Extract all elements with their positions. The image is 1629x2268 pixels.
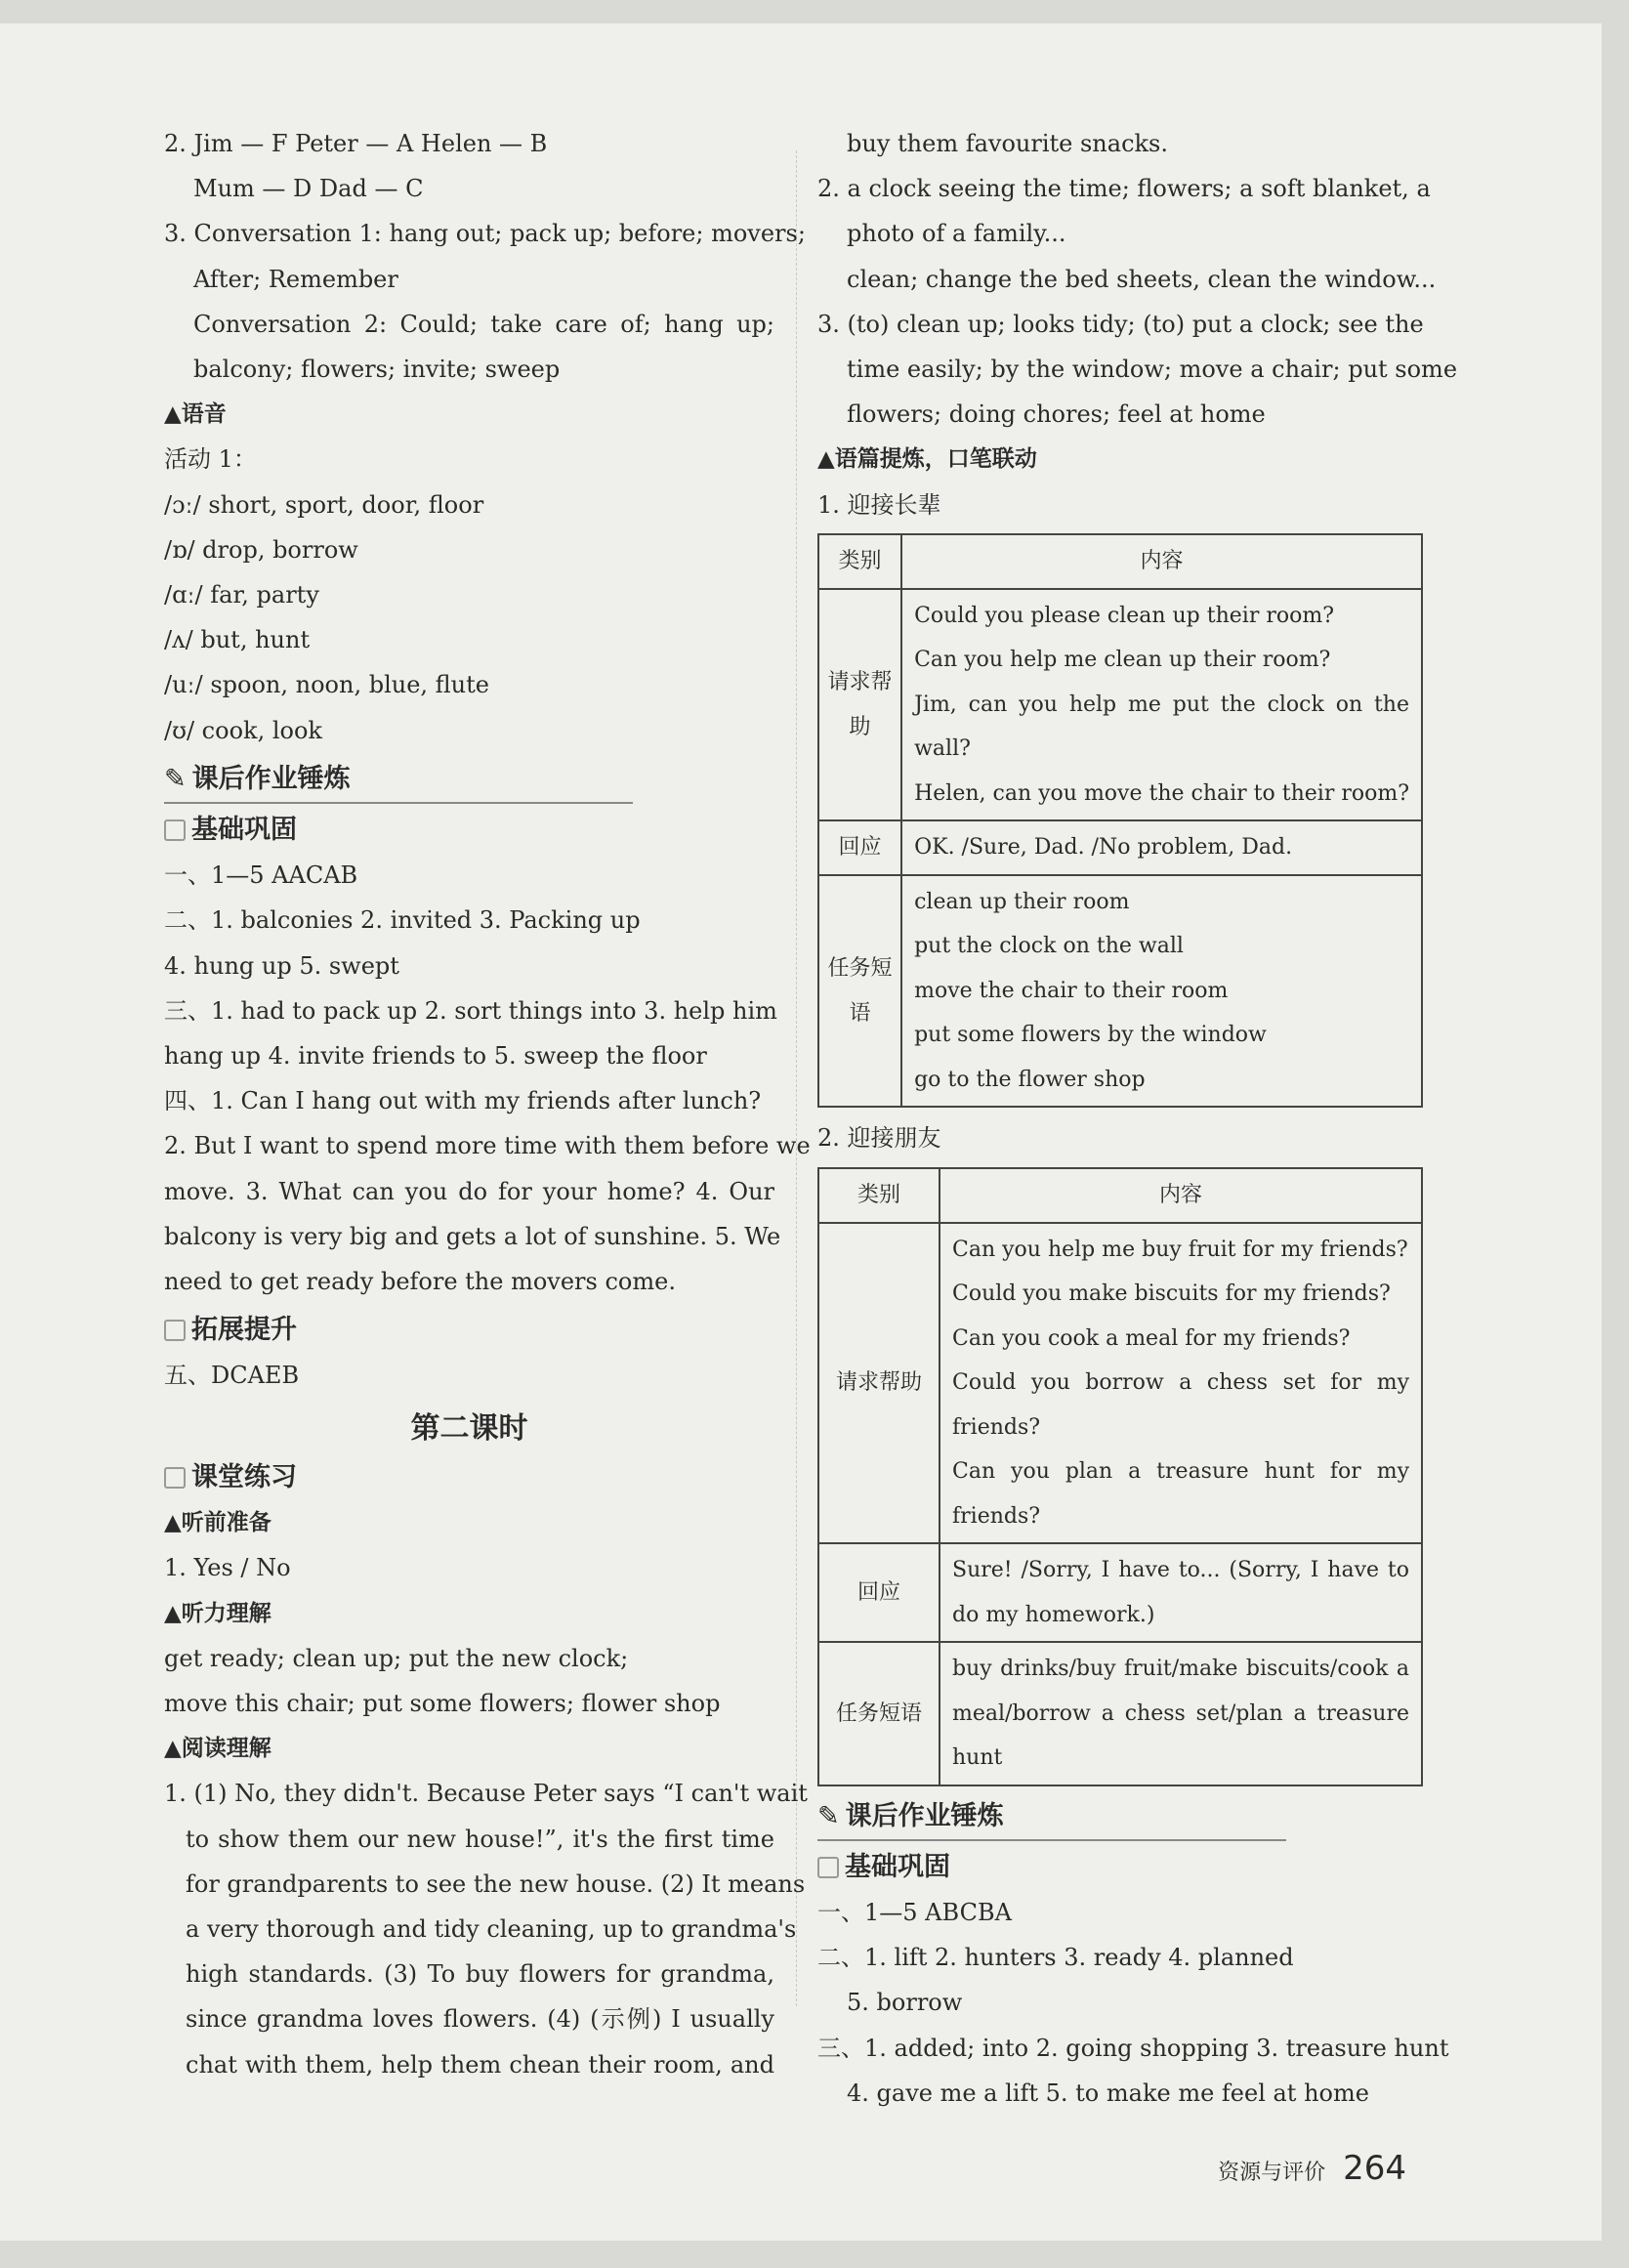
answer-line: move this chair; put some flowers; flower shop: [164, 1689, 721, 1717]
table-line: meal/borrow a chess set/plan a treasure: [952, 1701, 1409, 1726]
answer-line: 2. a clock seeing the time; flowers; a soft blanket, a: [817, 175, 1431, 203]
column-header: 类别: [818, 534, 901, 589]
box-icon: [164, 1467, 186, 1489]
answer-line: Mum — D Dad — C: [193, 175, 424, 203]
answer-line: high standards. (3) To buy flowers for grandma,: [186, 1960, 774, 1989]
answer-page: [0, 23, 1602, 2241]
table-line: Could you borrow a chess set for my: [952, 1370, 1409, 1396]
section-heading: ▲语音: [164, 401, 227, 428]
section-heading: ▲阅读理解: [164, 1736, 272, 1762]
class-practice-heading: 课堂练习: [164, 1455, 774, 1500]
table-line: friends?: [952, 1414, 1041, 1440]
category-cell: 任务短语: [818, 875, 901, 1108]
pencil-icon: ✎: [164, 763, 187, 794]
answer-line: 4. hung up 5. swept: [164, 951, 399, 980]
table-line: clean up their room: [914, 889, 1130, 914]
content-cell: [940, 1642, 1422, 1785]
answer-line: buy them favourite snacks.: [847, 130, 1168, 157]
content-cell: [940, 1223, 1422, 1544]
table-title: 2. 迎接朋友: [817, 1124, 941, 1153]
table-line: hunt: [952, 1745, 1003, 1771]
answer-line: flowers; doing chores; feel at home: [847, 400, 1266, 429]
page-footer: [1218, 2149, 1406, 2188]
answer-line: need to get ready before the movers come.: [164, 1268, 676, 1296]
box-icon: [817, 1857, 839, 1878]
left-column: [164, 121, 811, 2087]
category-cell: 请求帮助: [818, 1223, 940, 1544]
answer-line: get ready; clean up; put the new clock;: [164, 1644, 629, 1672]
answer-line: for grandparents to see the new house. (2) It means: [186, 1869, 806, 1898]
section-heading: ▲听前准备: [164, 1510, 272, 1536]
table-line: buy drinks/buy fruit/make biscuits/cook a: [952, 1657, 1409, 1682]
answer-line: clean; change the bed sheets, clean the window...: [847, 265, 1437, 293]
answer-line: time easily; by the window; move a chair; put some: [847, 356, 1458, 384]
answer-line: 一、1—5 ABCBA: [817, 1898, 1012, 1926]
table-line: put the clock on the wall: [914, 934, 1184, 959]
answer-line: 三、1. added; into 2. going shopping 3. treasure hunt: [817, 2034, 1449, 2062]
content-cell: [901, 589, 1422, 821]
answer-line: 1. (1) No, they didn't. Because Peter says “I can't wait: [164, 1780, 808, 1808]
answer-line: 3. (to) clean up; looks tidy; (to) put a clock; see the: [817, 310, 1424, 338]
table-line: friends?: [952, 1503, 1041, 1529]
extend-heading: 拓展提升: [164, 1308, 774, 1353]
table-line: Can you plan a treasure hunt for my: [952, 1459, 1409, 1485]
column-header: 内容: [901, 534, 1422, 589]
phonetic-line: /ɒ/ drop, borrow: [164, 535, 358, 564]
answer-line: 4. gave me a lift 5. to make me feel at home: [847, 2079, 1369, 2107]
column-divider: [796, 150, 797, 2006]
answer-line: to show them our new house!”, it's the first time: [186, 1825, 774, 1853]
elders-table: [817, 533, 1423, 1109]
section-heading: ▲语篇提炼，口笔联动: [817, 446, 1037, 473]
category-cell: 回应: [818, 820, 901, 875]
column-header: 内容: [940, 1168, 1422, 1223]
page-number: 264: [1343, 2149, 1406, 2188]
box-icon: [164, 1320, 186, 1341]
basic-heading: 基础巩固: [164, 808, 774, 853]
homework-heading: ✎ 课后作业锤炼: [817, 1794, 1286, 1841]
category-cell: 任务短语: [818, 1642, 940, 1785]
answer-line: a very thorough and tidy cleaning, up to grandma's: [186, 1914, 797, 1943]
table-line: put some flowers by the window: [914, 1023, 1267, 1048]
content-cell: [940, 1543, 1422, 1642]
table-line: OK. /Sure, Dad. /No problem, Dad.: [914, 835, 1293, 861]
answer-line: 四、1. Can I hang out with my friends after lunch?: [164, 1087, 762, 1115]
column-header: 类别: [818, 1168, 940, 1223]
phonetic-line: /uː/ spoon, noon, blue, flute: [164, 671, 489, 699]
basic-heading: 基础巩固: [817, 1845, 1423, 1890]
table-title: 1. 迎接长辈: [817, 490, 941, 519]
table-line: Can you help me buy fruit for my friends?: [952, 1237, 1408, 1262]
answer-line: 三、1. had to pack up 2. sort things into 3. help him: [164, 996, 777, 1025]
section-heading: ▲听力理解: [164, 1600, 272, 1626]
answer-line: 2. But I want to spend more time with them before we: [164, 1132, 811, 1160]
answer-line: Conversation 2: Could; take care of; hang up;: [193, 310, 774, 338]
table-line: wall?: [914, 736, 971, 762]
answer-line: balcony; flowers; invite; sweep: [193, 356, 561, 384]
friends-table: [817, 1167, 1423, 1786]
answer-line: balcony is very big and gets a lot of sunshine. 5. We: [164, 1222, 781, 1250]
table-line: Can you help me clean up their room?: [914, 648, 1331, 673]
answer-line: 五、DCAEB: [164, 1362, 300, 1390]
category-cell: 回应: [818, 1543, 940, 1642]
lesson-title: 第二课时: [410, 1410, 528, 1446]
pencil-icon: ✎: [817, 1800, 840, 1831]
category-cell: 请求帮助: [818, 589, 901, 821]
box-icon: [164, 819, 186, 841]
content-cell: [901, 875, 1422, 1108]
table-line: Sure! /Sorry, I have to... (Sorry, I have to: [952, 1558, 1409, 1583]
table-line: Jim, can you help me put the clock on the: [914, 692, 1409, 717]
answer-line: 3. Conversation 1: hang out; pack up; before; movers;: [164, 220, 806, 248]
phonetic-line: /ʌ/ but, hunt: [164, 626, 311, 654]
table-line: move the chair to their room: [914, 978, 1229, 1003]
answer-line: hang up 4. invite friends to 5. sweep the floor: [164, 1042, 707, 1071]
answer-line: After; Remember: [193, 265, 398, 293]
table-line: go to the flower shop: [914, 1067, 1146, 1092]
answer-line: 2. Jim — F Peter — A Helen — B: [164, 130, 548, 157]
homework-heading: ✎ 课后作业锤炼: [164, 757, 633, 804]
table-line: Can you cook a meal for my friends?: [952, 1325, 1351, 1351]
answer-line: photo of a family...: [847, 220, 1066, 248]
footer-label: 资源与评价: [1218, 2161, 1326, 2185]
table-line: do my homework.): [952, 1602, 1155, 1627]
table-line: Could you please clean up their room?: [914, 603, 1334, 628]
content-cell: [901, 820, 1422, 875]
answer-line: 5. borrow: [847, 1989, 963, 2017]
phonetic-line: /ɔː/ short, sport, door, floor: [164, 490, 484, 519]
answer-line: 二、1. lift 2. hunters 3. ready 4. planned: [817, 1944, 1294, 1972]
answer-line: 二、1. balconies 2. invited 3. Packing up: [164, 906, 641, 935]
right-column: [817, 121, 1458, 2116]
answer-line: since grandma loves flowers. (4) (示例) I usually: [186, 2005, 774, 2034]
phonetic-line: /ʊ/ cook, look: [164, 716, 322, 744]
answer-line: chat with them, help them chean their room, and: [186, 2050, 774, 2079]
answer-line: 1. Yes / No: [164, 1554, 291, 1582]
table-line: Could you make biscuits for my friends?: [952, 1281, 1391, 1307]
answer-line: move. 3. What can you do for your home? 4. Our: [164, 1177, 774, 1205]
phonetic-line: /ɑː/ far, party: [164, 581, 319, 609]
answer-line: 活动 1：: [164, 445, 257, 474]
table-line: Helen, can you move the chair to their room?: [914, 780, 1409, 806]
answer-line: 一、1—5 AACAB: [164, 861, 358, 890]
